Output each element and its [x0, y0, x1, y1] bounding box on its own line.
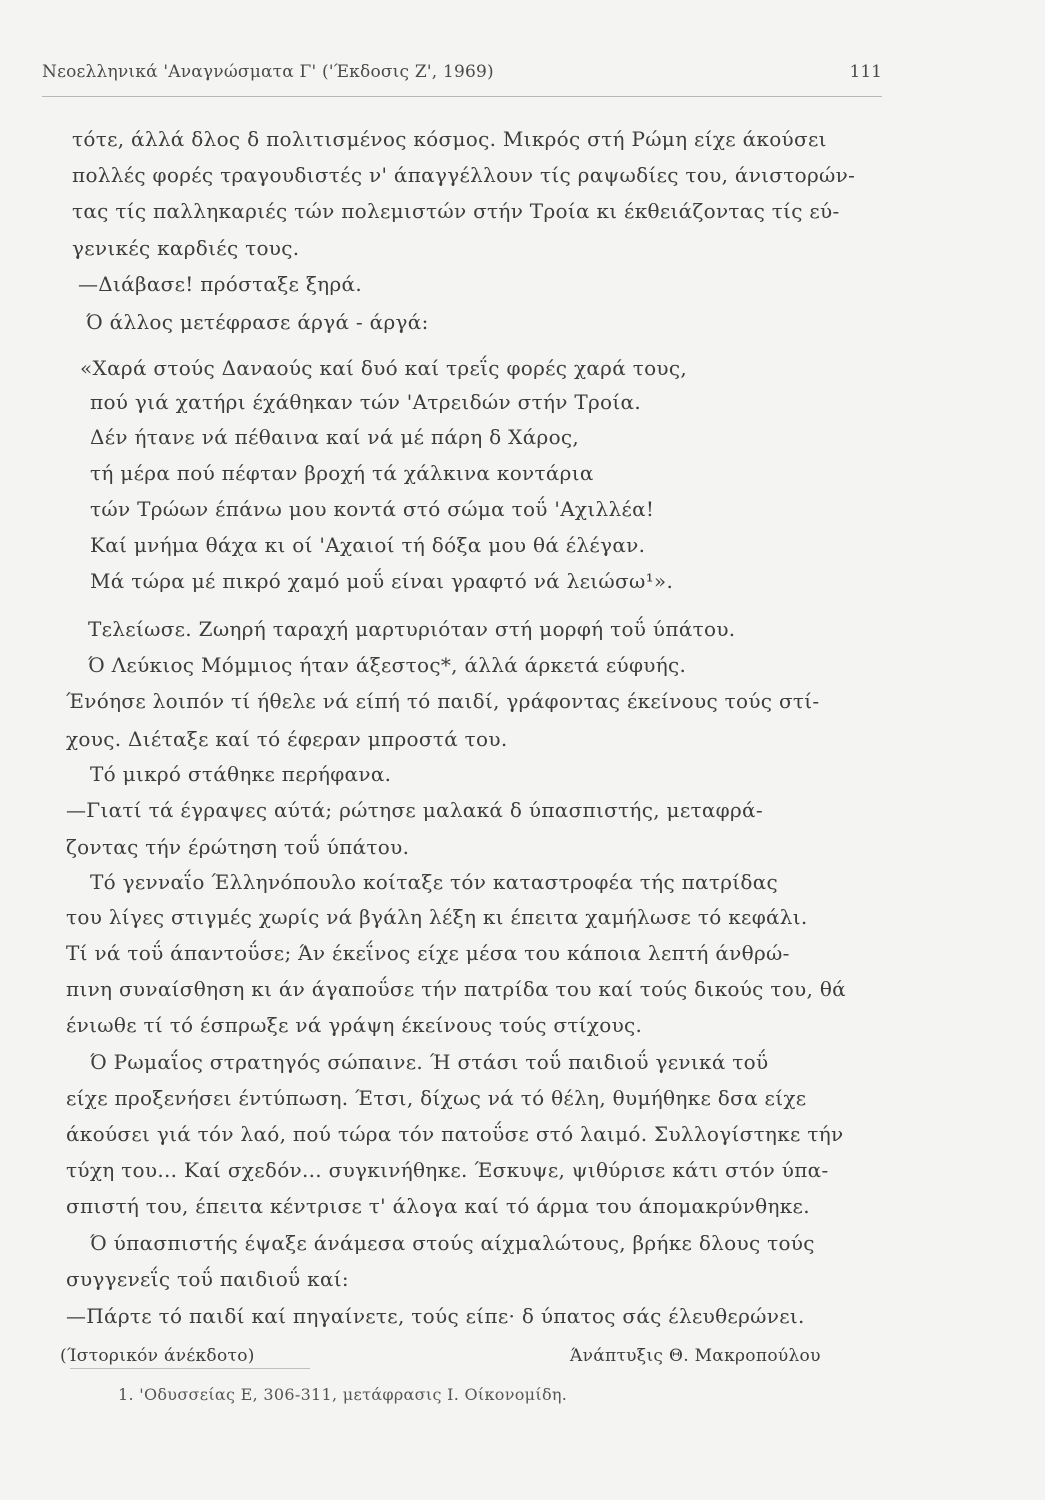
author-credit: Άνάπτυξις Θ. Μακροπούλου: [570, 1346, 821, 1366]
text-line: γενικές καρδιές τους.: [72, 236, 300, 260]
text-line: —Πάρτε τό παιδί καί πηγαίνετε, τούς είπε· δ ύπατος σάς έλευθερώνει.: [66, 1304, 805, 1328]
text-line: τότε, άλλά δλος δ πολιτισμένος κόσμος. Μικρός στή Ρώμη είχε άκούσει: [72, 127, 827, 151]
text-line: τας τίς παλληκαριές τών πολεμιστών στήν Τροία κι έκθειάζοντας τίς εύ-: [72, 199, 840, 223]
verse-line: τών Τρώων έπάνω μου κοντά στό σώμα τοΰ 'Αχιλλέα!: [90, 497, 655, 521]
footnote-rule: [70, 1368, 310, 1369]
text-line: τύχη του... Καί σχεδόν... συγκινήθηκε. Έσκυψε, ψιθύρισε κάτι στόν ύπα-: [66, 1158, 829, 1182]
verse-line: «Χαρά στούς Δαναούς καί δυό καί τρεΐς φορές χαρά τους,: [80, 356, 688, 380]
text-line: Τό γενναΐο Έλληνόπουλο κοίταξε τόν καταστροφέα τής πατρίδας: [90, 870, 779, 894]
header-rule: [42, 96, 882, 97]
verse-line: πού γιά χατήρι έχάθηκαν τών 'Ατρειδών στήν Τροία.: [90, 390, 641, 414]
text-line: Τί νά τοΰ άπαντοΰσε; Άν έκεΐνος είχε μέσα του κάποια λεπτή άνθρώ-: [66, 941, 790, 965]
text-line: ένιωθε τί τό έσπρωξε νά γράψη έκείνους τούς στίχους.: [66, 1013, 643, 1037]
text-line: είχε προξενήσει έντύπωση. Έτσι, δίχως νά τό θέλη, θυμήθηκε δσα είχε: [66, 1086, 807, 1110]
text-line: του λίγες στιγμές χωρίς νά βγάλη λέξη κι έπειτα χαμήλωσε τό κεφάλι.: [66, 905, 808, 929]
running-title: Νεοελληνικά 'Αναγνώσματα Γ' ('Έκδοσις Ζ', 1969): [42, 62, 494, 82]
source-note: (Ίστορικόν άνέκδοτο): [60, 1346, 255, 1366]
text-line: ζοντας τήν έρώτηση τοΰ ύπάτου.: [66, 835, 410, 859]
text-line: συγγενεΐς τοΰ παιδιοΰ καί:: [66, 1267, 349, 1291]
text-line: Ό Λεύκιος Μόμμιος ήταν άξεστος*, άλλά άρκετά εύφυής.: [88, 653, 687, 677]
verse-line: Μά τώρα μέ πικρό χαμό μοΰ είναι γραφτό νά λειώσω¹».: [90, 569, 674, 593]
text-line: —Γιατί τά έγραψες αύτά; ρώτησε μαλακά δ ύπασπιστής, μεταφρά-: [66, 798, 763, 822]
text-line: πολλές φορές τραγουδιστές ν' άπαγγέλλουν τίς ραψωδίες του, άνιστορών-: [72, 163, 856, 187]
page-header: [42, 62, 882, 92]
page-number: 111: [849, 62, 882, 82]
verse-line: τή μέρα πού πέφταν βροχή τά χάλκινα κοντάρια: [90, 461, 594, 485]
text-line: Ό άλλος μετέφρασε άργά - άργά:: [86, 310, 429, 334]
text-line: άκούσει γιά τόν λαό, πού τώρα τόν πατοΰσε στό λαιμό. Συλλογίστηκε τήν: [66, 1122, 844, 1146]
footnote: 1. 'Οδυσσείας Ε, 306-311, μετάφρασις Ι. Οίκονομίδη.: [118, 1385, 568, 1404]
text-line: —Διάβασε! πρόσταξε ξηρά.: [78, 272, 362, 296]
verse-line: Καί μνήμα θάχα κι οί 'Αχαιοί τή δόξα μου θά έλέγαν.: [90, 533, 646, 557]
text-line: Τό μικρό στάθηκε περήφανα.: [90, 762, 392, 786]
text-line: Ό ύπασπιστής έψαξε άνάμεσα στούς αίχμαλώτους, βρήκε δλους τούς: [90, 1231, 815, 1255]
text-line: Ένόησε λοιπόν τί ήθελε νά είπή τό παιδί, γράφοντας έκείνους τούς στί-: [66, 689, 820, 713]
text-line: Ό Ρωμαΐος στρατηγός σώπαινε. Ή στάσι τοΰ παιδιοΰ γενικά τοΰ: [90, 1050, 769, 1074]
text-line: σπιστή του, έπειτα κέντρισε τ' άλογα καί τό άρμα του άπομακρύνθηκε.: [66, 1194, 810, 1218]
text-line: πινη συναίσθηση κι άν άγαποΰσε τήν πατρίδα του καί τούς δικούς του, θά: [66, 977, 846, 1001]
verse-line: Δέν ήτανε νά πέθαινα καί νά μέ πάρη δ Χάρος,: [90, 425, 580, 449]
text-line: Τελείωσε. Ζωηρή ταραχή μαρτυριόταν στή μορφή τοΰ ύπάτου.: [88, 617, 736, 641]
text-line: χους. Διέταξε καί τό έφεραν μπροστά του.: [66, 727, 508, 751]
